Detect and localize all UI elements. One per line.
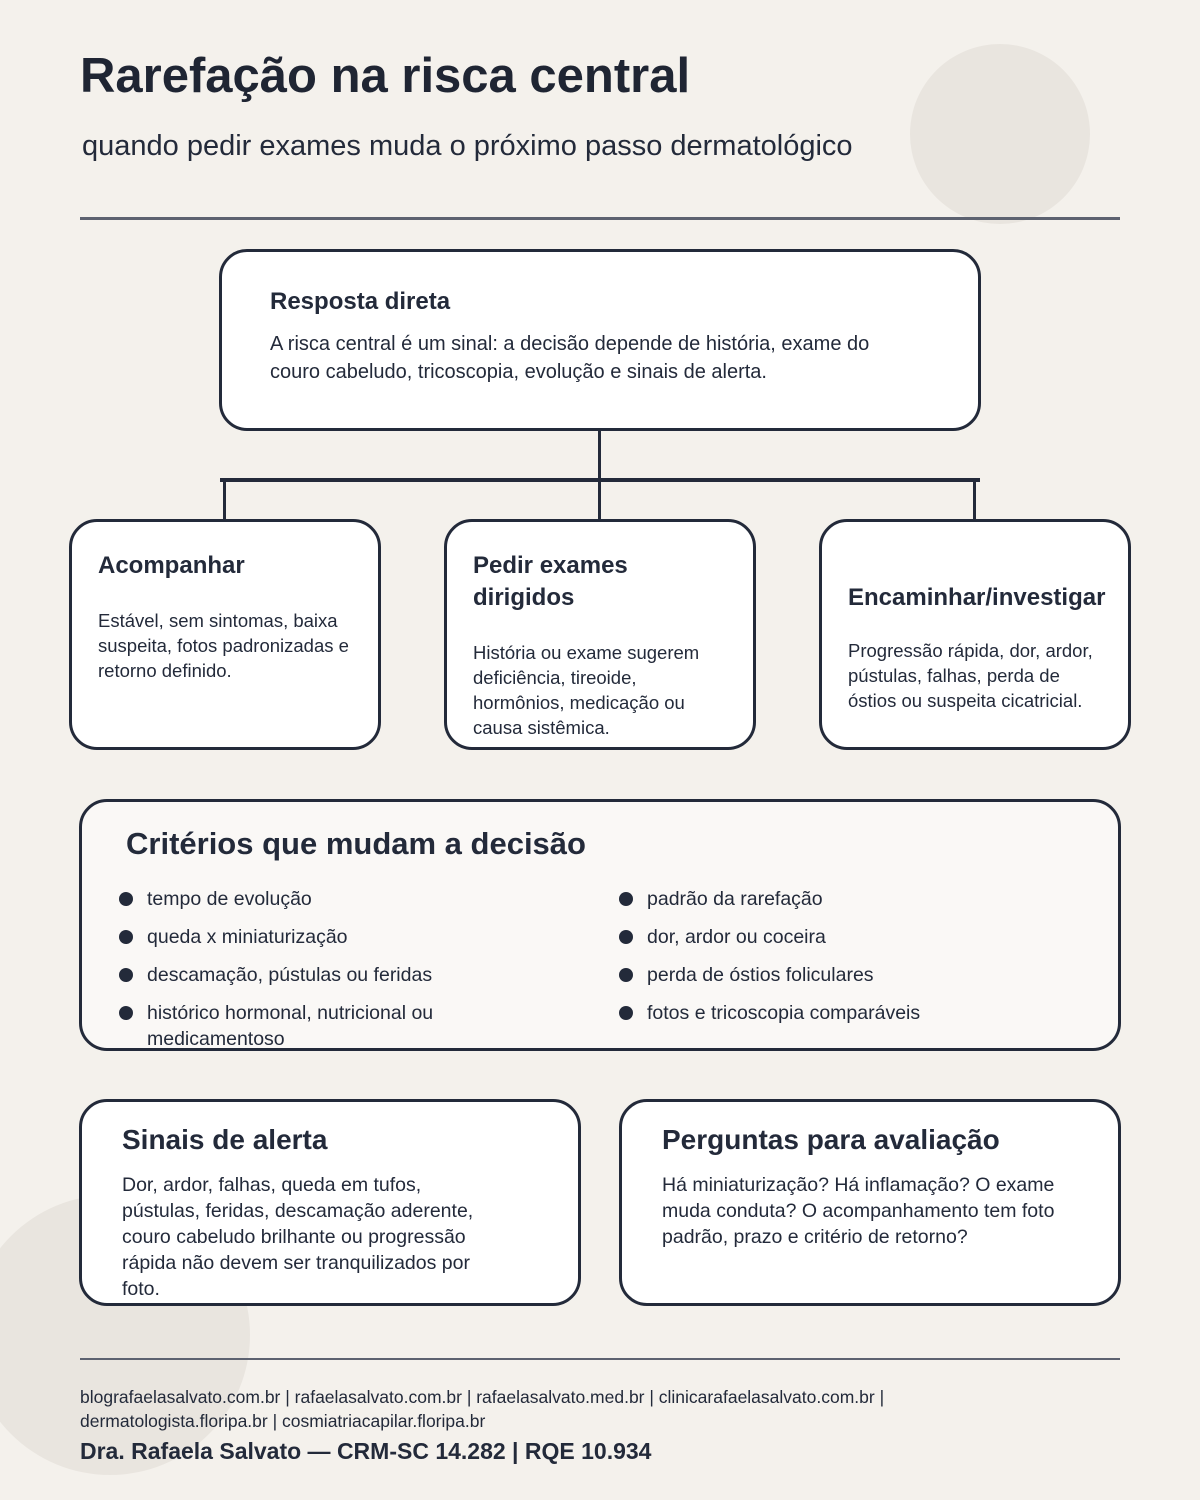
connector-center: [598, 478, 601, 520]
branch-order-exams: [444, 519, 756, 750]
criteria-item: [119, 962, 499, 988]
criteria-item: [119, 886, 499, 912]
evaluation-questions-text: Há miniaturização? Há inflamação? O exame muda conduta? O acompanhamento tem foto padrão, prazo e critério de retorno?: [662, 1174, 1055, 1248]
branch-follow-up-text: Estável, sem sintomas, baixa suspeita, fotos padronizadas e retorno definido.: [98, 610, 349, 681]
criteria-item-text: queda x miniaturização: [147, 926, 348, 948]
branch-refer-investigate-text: Progressão rápida, dor, ardor, pústulas, falhas, perda de óstios ou suspeita cicatricial.: [848, 640, 1093, 711]
evaluation-questions-card: [619, 1099, 1121, 1306]
footer-signature: Dra. Rafaela Salvato — CRM-SC 14.282 | RQE 10.934: [80, 1438, 652, 1464]
connector-trunk: [598, 431, 601, 480]
header-divider: [80, 217, 1120, 220]
bullet-icon: [619, 968, 633, 982]
direct-answer-title: Resposta direta: [270, 288, 451, 315]
criteria-item: [619, 962, 1019, 988]
page-title: Rarefação na risca central: [80, 49, 691, 103]
decorative-circle-top: [910, 44, 1090, 224]
footer-websites: blografaelasalvato.com.br | rafaelasalvato.com.br | rafaelasalvato.med.br | clinicarafaelasalvato.com.br | dermatologista.floripa.br | cosmiatriacapilar.floripa.br: [80, 1387, 885, 1431]
branch-follow-up-title: Acompanhar: [98, 552, 245, 579]
bullet-icon: [119, 1006, 133, 1020]
criteria-title: Critérios que mudam a decisão: [126, 826, 586, 861]
criteria-item: [619, 1000, 1019, 1026]
bullet-icon: [619, 930, 633, 944]
bullet-icon: [119, 968, 133, 982]
branch-order-exams-title: Pedir exames dirigidos: [473, 552, 628, 611]
bullet-icon: [619, 892, 633, 906]
direct-answer-text: A risca central é um sinal: a decisão depende de história, exame do couro cabeludo, tricoscopia, evolução e sinais de alerta.: [270, 333, 870, 383]
branch-refer-investigate-title: Encaminhar/investigar: [848, 584, 1106, 611]
branch-order-exams-text: História ou exame sugerem deficiência, tireoide, hormônios, medicação ou causa sistêmica.: [473, 642, 700, 738]
criteria-item: [619, 886, 1019, 912]
alert-signs-title: Sinais de alerta: [122, 1124, 328, 1155]
criteria-item-text: padrão da rarefação: [647, 888, 823, 910]
criteria-box: [79, 799, 1121, 1051]
criteria-item-text: perda de óstios foliculares: [647, 964, 874, 986]
criteria-item-text: tempo de evolução: [147, 888, 312, 910]
criteria-list-right: [619, 886, 1019, 1038]
footer-divider: [80, 1358, 1120, 1360]
bullet-icon: [619, 1006, 633, 1020]
criteria-item: [619, 924, 1019, 950]
criteria-item-text: fotos e tricoscopia comparáveis: [647, 1002, 921, 1024]
alert-signs-text: Dor, ardor, falhas, queda em tufos, pústulas, feridas, descamação aderente, couro cabeludo brilhante ou progressão rápida não devem ser tranquilizados por foto.: [122, 1174, 474, 1300]
connector-left: [223, 478, 226, 520]
criteria-item-text: dor, ardor ou coceira: [647, 926, 826, 948]
evaluation-questions-title: Perguntas para avaliação: [662, 1124, 1000, 1155]
branch-refer-investigate: [819, 519, 1131, 750]
criteria-list-left: [119, 886, 499, 1064]
bullet-icon: [119, 930, 133, 944]
branch-follow-up: [69, 519, 381, 750]
bullet-icon: [119, 892, 133, 906]
alert-signs-card: [79, 1099, 581, 1306]
page-subtitle: quando pedir exames muda o próximo passo dermatológico: [82, 130, 853, 162]
criteria-item-text: descamação, pústulas ou feridas: [147, 964, 433, 986]
criteria-item: [119, 924, 499, 950]
direct-answer-box: [219, 249, 981, 431]
criteria-item: [119, 1000, 499, 1052]
criteria-item-text: histórico hormonal, nutricional ou medicamentoso: [147, 1002, 434, 1050]
connector-right: [973, 478, 976, 520]
